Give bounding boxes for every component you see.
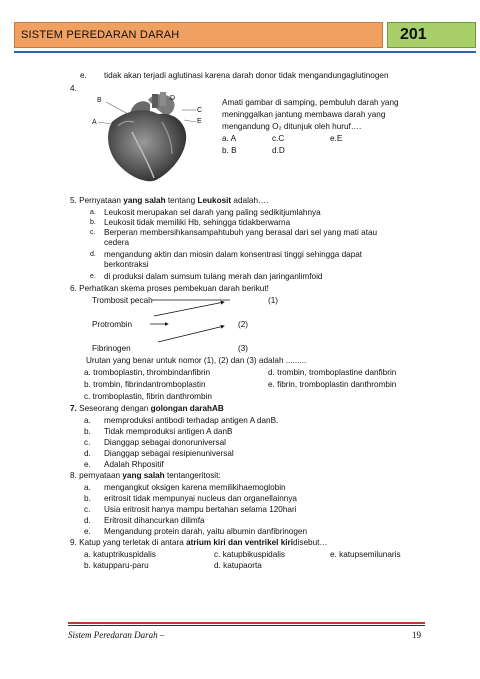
q8-question: 8. pernyataan yang salah tentangeritosit: (70, 471, 221, 480)
q4-number: 4. (70, 84, 77, 93)
page-number: 19 (412, 630, 421, 640)
q5-d-letter: d. (90, 251, 96, 258)
heart-label-b: B (97, 97, 102, 104)
q4-line-1: Amati gambar di samping, pembuluh darah yang (222, 98, 399, 107)
q4-line-2: meninggalkan jantung membawa darah yang (222, 110, 386, 119)
scheme-blank-1: (1) (268, 296, 279, 305)
q8-a-letter: a. (84, 483, 91, 492)
page-header (14, 22, 466, 50)
q7-b-letter: b. (84, 427, 91, 436)
header-title-box (14, 22, 383, 48)
q9-option-c: c. katupbikuspidalis (214, 550, 285, 559)
q5-e-text: di produksi dalam sumsum tulang merah dan jaringanlimfoid (104, 272, 323, 281)
footer-rule-dark (68, 625, 425, 626)
q7-e-letter: e. (84, 460, 91, 469)
heart-label-a: A (92, 119, 97, 126)
q6-option-c: c. tromboplastin, fibrin danthrombin (84, 392, 212, 401)
q8-b-text: eritrosit tidak mempunyai nucleus dan organellainnya (104, 494, 297, 503)
q5-a-letter: a. (90, 209, 96, 216)
header-code-box (387, 22, 476, 48)
q4-option-b: b. B (222, 146, 237, 155)
q4-option-c: c.C (272, 134, 285, 143)
header-rule (14, 51, 476, 53)
q7-a-letter: a. (84, 416, 91, 425)
heart-label-c: C (197, 107, 203, 114)
q5-c-text-cont: cedera (104, 238, 130, 247)
q4-option-d: d.D (272, 146, 285, 155)
scheme-step-2: Protrombin (92, 320, 133, 329)
q6-question: Urutan yang benar untuk nomor (1), (2) dan (3) adalah ......... (86, 356, 307, 365)
q3-option-text: tidak akan terjadi aglutinasi karena darah donor tidak mengandungaglutinogen (104, 71, 389, 80)
heart-illustration (92, 92, 202, 184)
q4-option-a: a. A (222, 134, 237, 143)
heart-label-e: E (197, 118, 202, 125)
q9-option-a: a. katuptrikuspidalis (84, 550, 156, 559)
q9-question: 9. Katup yang terletak di antara atrium kiri dan ventrikel kiridisebut… (70, 538, 328, 547)
q8-c-letter: c. (84, 505, 91, 514)
q7-d-letter: d. (84, 449, 91, 458)
q7-e-text: Adalah Rhpositif (104, 460, 164, 469)
q6-option-b: b. trombin, fibrindantromboplastin (84, 380, 206, 389)
q4-option-e: e.E (330, 134, 343, 143)
scheme-arrows (150, 296, 230, 346)
q9-option-d: d. katupaorta (214, 561, 262, 570)
q9-option-e: e. katupsemilunaris (330, 550, 401, 559)
q8-e-text: Mengandung protein darah, yaitu albumin danfibrinogen (104, 527, 308, 536)
q7-a-text: memproduksi antibodi terhadap antigen A danB. (104, 416, 279, 425)
header-title: SISTEM PEREDARAN DARAH (21, 29, 180, 41)
header-code: 201 (400, 26, 427, 43)
q8-d-letter: d. (84, 516, 91, 525)
q3-option-letter: e. (80, 71, 87, 80)
q8-d-text: Eritrosit dihancurkan dilimfa (104, 516, 205, 525)
scheme-blank-3: (3) (238, 344, 249, 353)
q7-question: 7. Seseorang dengan golongan darahAB (70, 404, 224, 413)
q8-e-letter: e. (84, 527, 91, 536)
heart-label-d: D (170, 95, 176, 102)
q6-title: 6. Perhatikan skema proses pembekuan darah berikut! (70, 284, 269, 293)
q5-question: 5. Pernyataan yang salah tentang Leukosit adalah…. (70, 196, 269, 205)
scheme-step-3: Fibrinogen (92, 344, 131, 353)
scheme-blank-2: (2) (238, 320, 249, 329)
q5-d-text-cont: berkontraksi (104, 260, 149, 269)
q9-option-b: b. katupparu-paru (84, 561, 149, 570)
q8-a-text: mengangkut oksigen karena memilikihaemoglobin (104, 483, 286, 492)
q5-d-text: mengandung aktin dan miosin dalam konsentrasi tinggi sehingga dapat (104, 250, 363, 259)
q8-c-text: Usia eritrosit hanya mampu bertahan selama 120hari (104, 505, 297, 514)
q7-b-text: Tidak memproduksi antigen A danB (104, 427, 233, 436)
q7-c-text: Dianggap sebagai donoruniversal (104, 438, 226, 447)
q5-e-letter: e. (90, 273, 96, 280)
q6-option-e: e. fibrin, tromboplastin danthrombin (268, 380, 397, 389)
q5-a-text: Leukosit merupakan sel darah yang paling sedikitjumlahnya (104, 208, 321, 217)
footer-rule-red (68, 622, 425, 624)
q5-b-text: Leukosit tidak memiliki Hb, sehingga tidakberwarna (104, 218, 291, 227)
scheme-step-1: Trombosit pecah (92, 296, 153, 305)
q7-d-text: Dianggap sebagai resipienuniversal (104, 449, 234, 458)
q5-b-letter: b. (90, 219, 96, 226)
footer-title: Sistem Peredaran Darah – (68, 630, 165, 640)
q4-line-3: mengandung O₂ ditunjuk oleh huruf…. (222, 122, 362, 131)
q5-c-letter: c. (90, 229, 96, 236)
q6-option-a: a. tromboplastin, thrombindanfibrin (84, 368, 211, 377)
q6-option-d: d. trombin, tromboplastine danfibrin (268, 368, 397, 377)
q8-b-letter: b. (84, 494, 91, 503)
q5-c-text: Berperan membersihkansampahtubuh yang berasal dari sel yang mati atau (104, 228, 378, 237)
q7-c-letter: c. (84, 438, 91, 447)
